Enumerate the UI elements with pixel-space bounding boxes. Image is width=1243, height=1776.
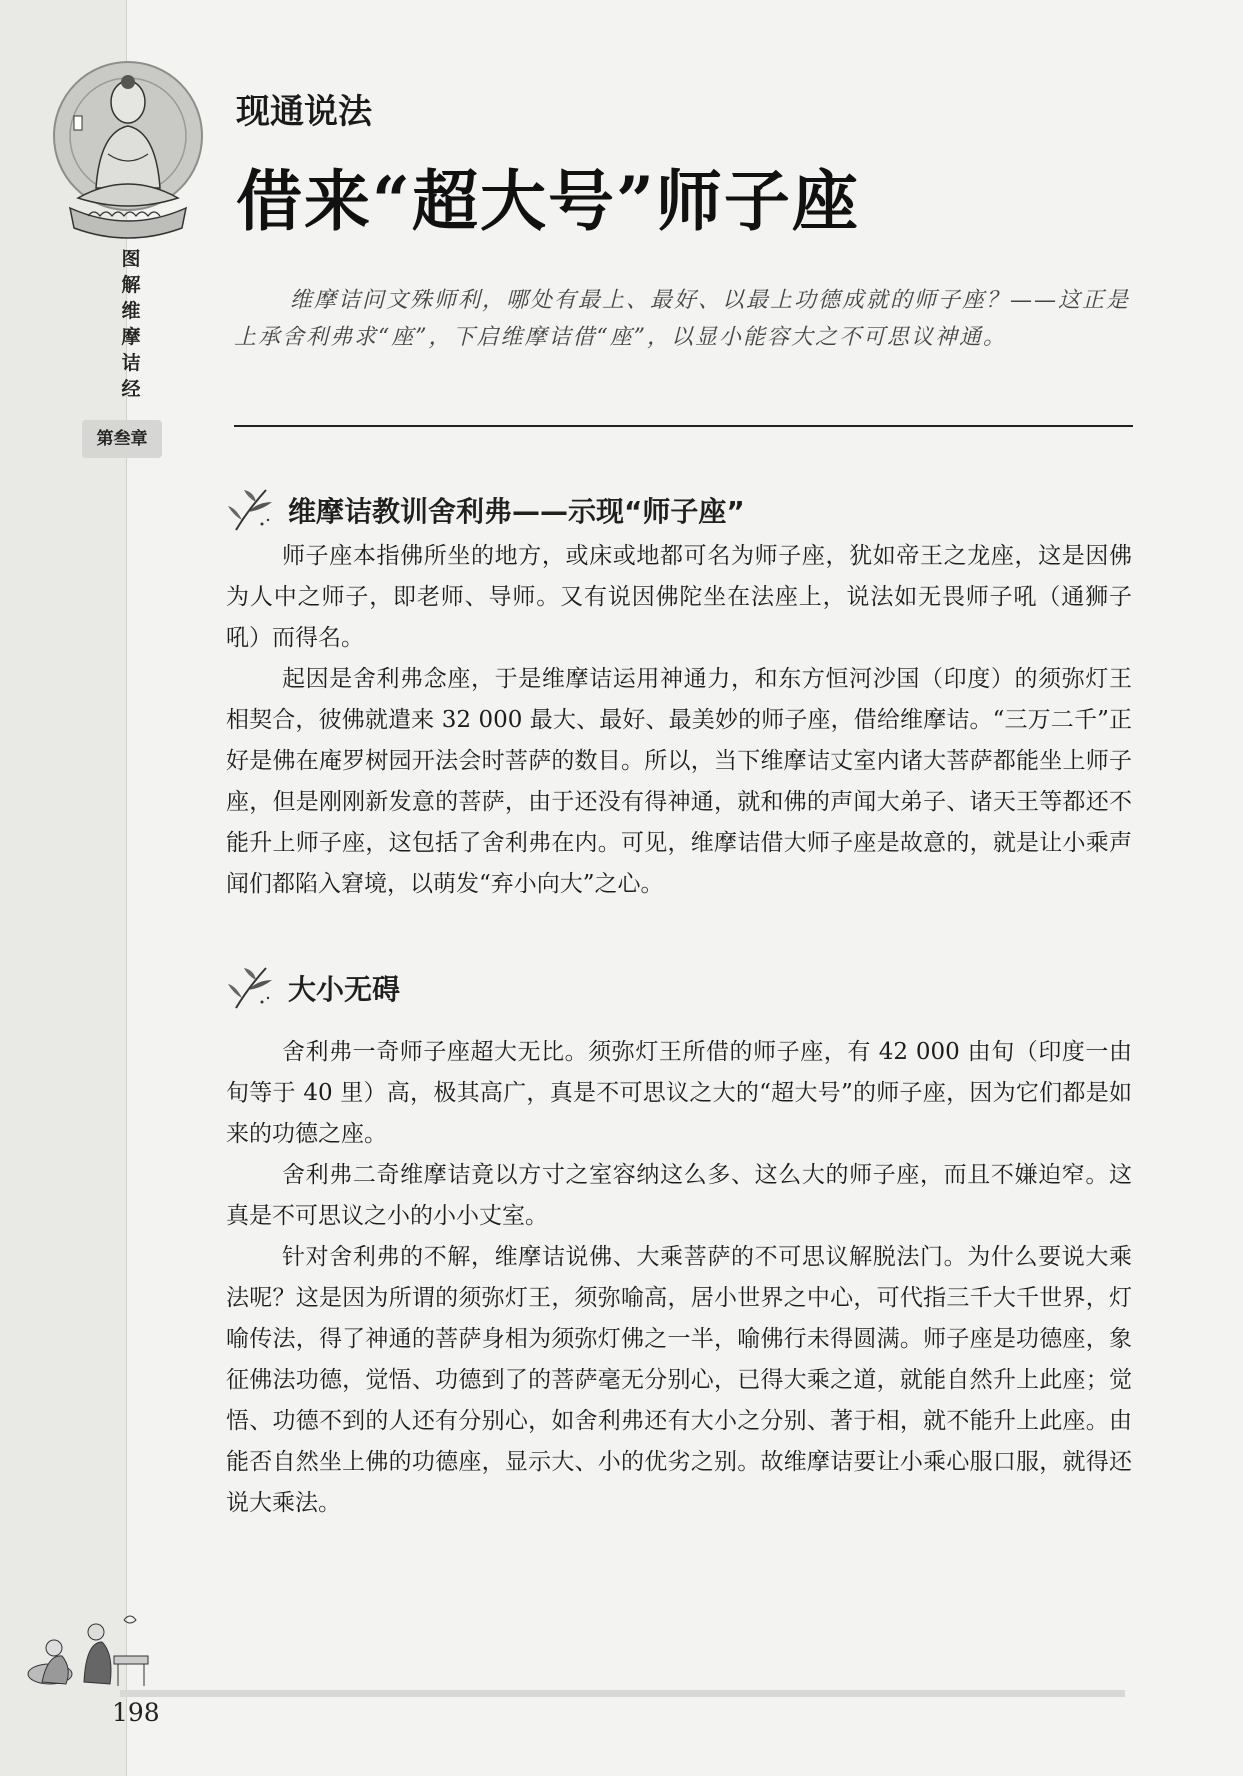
section-2-body bbox=[226, 1032, 1132, 1524]
intro-divider bbox=[234, 425, 1133, 427]
chapter-tab: 第叁章 bbox=[82, 420, 162, 458]
paragraph: 师子座本指佛所坐的地方，或床或地都可名为师子座，犹如帝王之龙座，这是因佛为人中之师子，即老师、导师。又有说因佛陀坐在法座上，说法如无畏师子吼（通狮子吼）而得名。 bbox=[226, 543, 1132, 651]
intro-paragraph: 维摩诘问文殊师利，哪处有最上、最好、以最上功德成就的师子座？——这正是上承舍利弗求“座”，下启维摩诘借“座”，以显小能容大之不可思议神通。 bbox=[234, 288, 1131, 350]
paragraph: 舍利弗二奇维摩诘竟以方寸之室容纳这么多、这么大的师子座，而且不嫌迫窄。这真是不可思议之小的小小丈室。 bbox=[226, 1162, 1132, 1229]
scholar-illustration-icon bbox=[20, 1598, 158, 1694]
buddha-emblem-icon bbox=[48, 58, 208, 248]
paragraph: 舍利弗一奇师子座超大无比。须弥灯王所借的师子座，有 42 000 由旬（印度一由旬等于 40 里）高，极其高广，真是不可思议之大的“超大号”的师子座，因为它们都是如来的功德之座。 bbox=[226, 1039, 1132, 1147]
paragraph: 起因是舍利弗念座，于是维摩诘运用神通力，和东方恒河沙国（印度）的须弥灯王相契合，彼佛就遣来 32 000 最大、最好、最美妙的师子座，借给维摩诘。“三万二千”正好是佛在庵罗树园开法会时菩萨的数目。所以，当下维摩诘丈室内诸大菩萨都能坐上师子座，但是刚刚新发意的菩萨，由于还没有得神通，就和佛的声闻大弟子、诸天王等都还不能升上师子座，这包括了舍利弗在内。可见，维摩诘借大师子座是故意的，就是让小乘声闻们都陷入窘境，以萌发“弃小向大”之心。 bbox=[226, 666, 1132, 897]
bamboo-icon bbox=[226, 486, 278, 534]
page-number: 198 bbox=[112, 1698, 160, 1727]
section-heading-2-text: 大小无碍 bbox=[288, 973, 401, 1006]
section-label: 现通说法 bbox=[236, 92, 372, 132]
left-margin-band bbox=[0, 0, 126, 1776]
footer-divider bbox=[120, 1690, 1125, 1697]
section-1-body bbox=[226, 536, 1132, 905]
page-title: 借来“超大号”师子座 bbox=[236, 162, 860, 240]
section-heading-1-text: 维摩诘教训舍利弗——示现“师子座” bbox=[288, 495, 745, 528]
bamboo-icon bbox=[226, 964, 278, 1012]
paragraph: 针对舍利弗的不解，维摩诘说佛、大乘菩萨的不可思议解脱法门。为什么要说大乘法呢？这是因为所谓的须弥灯王，须弥喻高，居小世界之中心，可代指三千大千世界，灯喻传法，得了神通的菩萨身相为须弥灯佛之一半，喻佛行未得圆满。师子座是功德座，象征佛法功德，觉悟、功德到了的菩萨毫无分别心，已得大乘之道，就能自然升上此座；觉悟、功德不到的人还有分别心，如舍利弗还有大小之分别、著于相，就不能升上此座。由能否自然坐上佛的功德座，显示大、小的优劣之别。故维摩诘要让小乘心服口服，就得还说大乘法。 bbox=[226, 1244, 1132, 1516]
side-book-title: 图解维摩诘经 bbox=[121, 248, 141, 400]
section-heading-1 bbox=[226, 486, 745, 534]
section-heading-2 bbox=[226, 964, 400, 1012]
